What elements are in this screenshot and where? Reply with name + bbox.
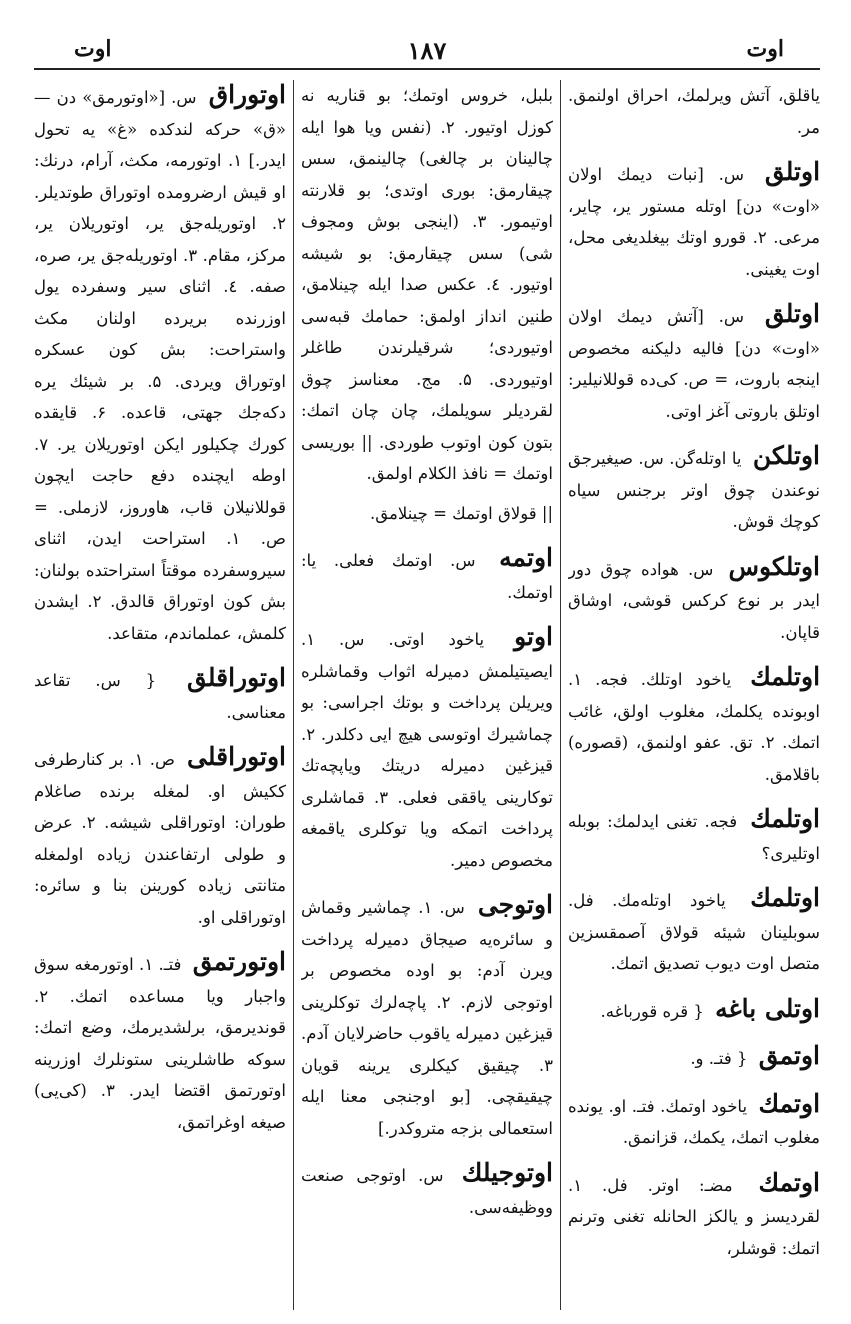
dictionary-entry: [568, 1041, 820, 1075]
running-head-right: اوت: [746, 36, 784, 62]
dictionary-entry: [568, 883, 820, 980]
entry-definition: س. [نبات دیمك اولان «اوت» دن] اوتله مستور یر، چایر، مرعی. ۲. قورو اوتك بیغلدیغی محل، اوت یغینی.: [568, 165, 820, 279]
entry-definition: س. اوتمك فعلی. یا: اوتمك.: [301, 551, 553, 602]
entry-definition: س. اوتوجی صنعت ووظیفه‌سی.: [301, 1166, 553, 1217]
column-middle: [301, 80, 553, 1310]
dictionary-entry: [568, 441, 820, 538]
entry-definition: ص. ۱. بر کنارطرفی ککیش او. لمغله برنده صاغلام طوران: اوتوراقلی شیشه. ۲. عرض و طولی ارتفاعندن زیاده اولمغله متانتی زیاده کورینن بنا و سائره: اوتوراقلی او.: [34, 750, 286, 927]
column-right: [568, 80, 820, 1310]
dictionary-entry: [568, 1089, 820, 1154]
entry-headword: اوتمق: [758, 1041, 820, 1070]
dictionary-entry: [301, 543, 553, 608]
entry-headword: اوتوجی: [477, 890, 553, 919]
entry-headword: اوتلمك: [750, 662, 820, 691]
dictionary-entry: [301, 80, 553, 490]
entry-headword: اوتلمك: [750, 883, 820, 912]
entry-headword: اوتو: [514, 622, 553, 651]
page-number: ١٨٧: [407, 36, 447, 65]
entry-definition: { س. تقاعد معناسی.: [34, 671, 286, 722]
dictionary-entry: [568, 552, 820, 649]
dictionary-entry: [568, 994, 820, 1028]
dictionary-entry: [568, 299, 820, 427]
dictionary-entry: [301, 1158, 553, 1223]
entry-headword: اوتمك: [758, 1088, 820, 1118]
dictionary-entry: [568, 662, 820, 790]
entry-headword: اوتلکن: [752, 441, 820, 470]
entry-definition: س. هواده چوق دور ایدر بر نوع کرکس قوشی، اوشاق قاپان.: [568, 559, 820, 642]
entry-headword: اوتوراقلی: [187, 742, 286, 771]
entry-definition: یاقلق، آتش ویرلمك، احراق اولنمق. مر.: [568, 86, 820, 137]
entry-definition: س. ۱. چماشیر وقماش و سائره‌یه صیجاق دمیرله پرداخت ویرن آدم: بو اوده مخصوص بر اوتوجی لازم. ۲. پاچه‌لرك توکلرینی قیزغین دمیرله یاقوب حاضرلایان آدم. ۳. چیقیق کیکلری یرینه قویان چیقیقچی. [بو اوجنجی معنا ایله استعمالی بزجه متروکدر.]: [301, 898, 553, 1138]
entry-definition: یاخود اوتی. س. ۱. ایصیتیلمش دمیرله اثواب وقماشلره ویریلن پرداخت و بوتك اجراسی: بو چماشیرك اوتوسی هیچ ایی دکلدر. ۲. قیزغین دمیرله دریتك ویاپچه‌تك توکارینی یاققی فعلی. ۳. قماشلری پرداخت اتمکه ویا توکلری یاقمغه مخصوص دمیر.: [301, 630, 553, 870]
entry-headword: اوتلمك: [750, 804, 820, 833]
column-divider: [293, 80, 294, 1310]
entry-headword: اوتلکوس: [728, 551, 820, 581]
entry-headword: اوتلق: [764, 157, 820, 186]
entry-definition: فجه. تغنی ایدلمك: بوبله اوتلیری؟: [568, 812, 820, 863]
entry-definition: یاخود اوتله‌مك. فل. سوبلینان شیئه قولاق آصمقسزین متصل اوت دیوب تصدیق اتمك.: [568, 891, 820, 973]
entry-definition: { فتـ. و.: [690, 1049, 748, 1068]
dictionary-entry: [34, 742, 286, 933]
dictionary-entry: [34, 663, 286, 728]
entry-definition: || قولاق اوتمك = چینلامق.: [370, 503, 553, 523]
entry-headword: اوتمه: [499, 543, 553, 572]
entry-definition: مضـ: اوتر. فل. ۱. لقردیسز و یالکز الحانله تغنی وترنم اتمك: قوشلر،: [568, 1175, 820, 1258]
entry-headword: اوتلی باغه: [715, 993, 820, 1023]
dictionary-entry: [568, 804, 820, 869]
entry-definition: یاخود اوتلك. فجه. ۱. اوبونده یکلمك، مغلوب اولق، غائب اتمك. ۲. تق. عفو اولنمق، (قصوره) باقلامق.: [568, 670, 820, 784]
entry-headword: اوتوراقلق: [187, 663, 286, 692]
entry-headword: اوتمك: [758, 1167, 820, 1197]
column-divider: [560, 80, 561, 1310]
page-header: [34, 34, 820, 70]
entry-headword: اوتورتمق: [192, 947, 286, 976]
entry-headword: اوتوراق: [208, 80, 286, 109]
entry-definition: یا اوتله‌گن. س. صیغیرجق نوعندن چوق اوتر برجنس سیاه کوچك قوش.: [568, 449, 820, 531]
dictionary-columns: [34, 80, 820, 1316]
entry-headword: اوتوجیلك: [461, 1158, 553, 1187]
column-left: [34, 80, 286, 1310]
entry-definition: س. [آتش دیمك اولان «اوت» دن] فالیه دلیکنه مخصوص اینجه باروت، = ص. کی‌ده قوللانیلیر: اوتلق باروتی آغز اوتی.: [568, 307, 820, 421]
entry-headword: اوتلق: [764, 299, 820, 328]
dictionary-entry: [301, 498, 553, 530]
running-head-left: اوت: [74, 36, 112, 62]
entry-definition: س. [«اوتورمق» دن — «ق» حرکه لندکده «غ» یه تحول ایدر.] ۱. اوتورمه، مکث، آرام، درنك: او قیش ارضرومده اوتوراق طوتدیلر. ۲. اوتوریله‌جق یر، اوتوریلان یر، مرکز، مقام. ۳. اوتوریله‌جق یر، صره، صفه. ٤. اثنای سیر وسفرده یول اوزرنده بریرده اولنان مکث واستراحت: بش کون عسکره اوتوراق ویردی. ۵. بر شیئك یره دکه‌جك جهتی، قاعده. ۶. قایقده کورك چکیلور ایکن اوتوریلان یر. ۷. اوطه ایچنده دفع حاجت ایچون قوللانیلان قاب، هاوروز، لازملی. = ص. ۱. استراحت ایدن، اثنای سیروسفرده موقتاً استراحتده بولنان: بش کون اوتوراق قالدق. ۲. ایشدن کلمش، عملماندم، متقاعد.: [34, 88, 286, 643]
entry-definition: بلبل، خروس اوتمك؛ بو قناریه نه کوزل اوتیور. ۲. (نفس ویا هوا ایله چالینان بر چالغی) چالینمق، سس چیقارمق: بوری اوتدی؛ بو قلارنته اوتیمور. ۳. (اینجی بوش ومجوف شی) سس چیقارمق: بو شیشه اوتیور. ٤. عکس صدا ایله چینلامق، طنین انداز اولمق: حمامك قبه‌سی اوتیوردی؛ شرقیلرندن طاغلر اوتیوردی. ۵. مج. معناسز چوق لقردیلر سویلمك، چان چان اتمك: بتون کون اوتوب طوردی. || بوریسی اوتمك = نافذ الکلام اولمق.: [301, 86, 553, 483]
entry-definition: فتـ. ۱. اوتورمغه سوق واجبار ویا مساعده اتمك. ۲. قوندیرمق، برلشدیرمك، وضع اتمك: سوکه طاشلرینی ستونلرك اوزرینه اوتورتمق اقتضا ایدر. ۳. (کی‌یی) صیغه اوغراتمق،: [34, 955, 286, 1132]
dictionary-entry: [34, 80, 286, 649]
dictionary-entry: [568, 1168, 820, 1265]
entry-definition: یاخود اوتمك. فتـ. او. یونده مغلوب اتمك، یکمك، قزانمق.: [568, 1096, 820, 1147]
entry-definition: { قره قورباغه.: [600, 1001, 704, 1021]
dictionary-entry: [568, 80, 820, 143]
dictionary-entry: [568, 157, 820, 285]
dictionary-entry: [301, 890, 553, 1144]
dictionary-entry: [34, 947, 286, 1138]
dictionary-entry: [301, 622, 553, 876]
